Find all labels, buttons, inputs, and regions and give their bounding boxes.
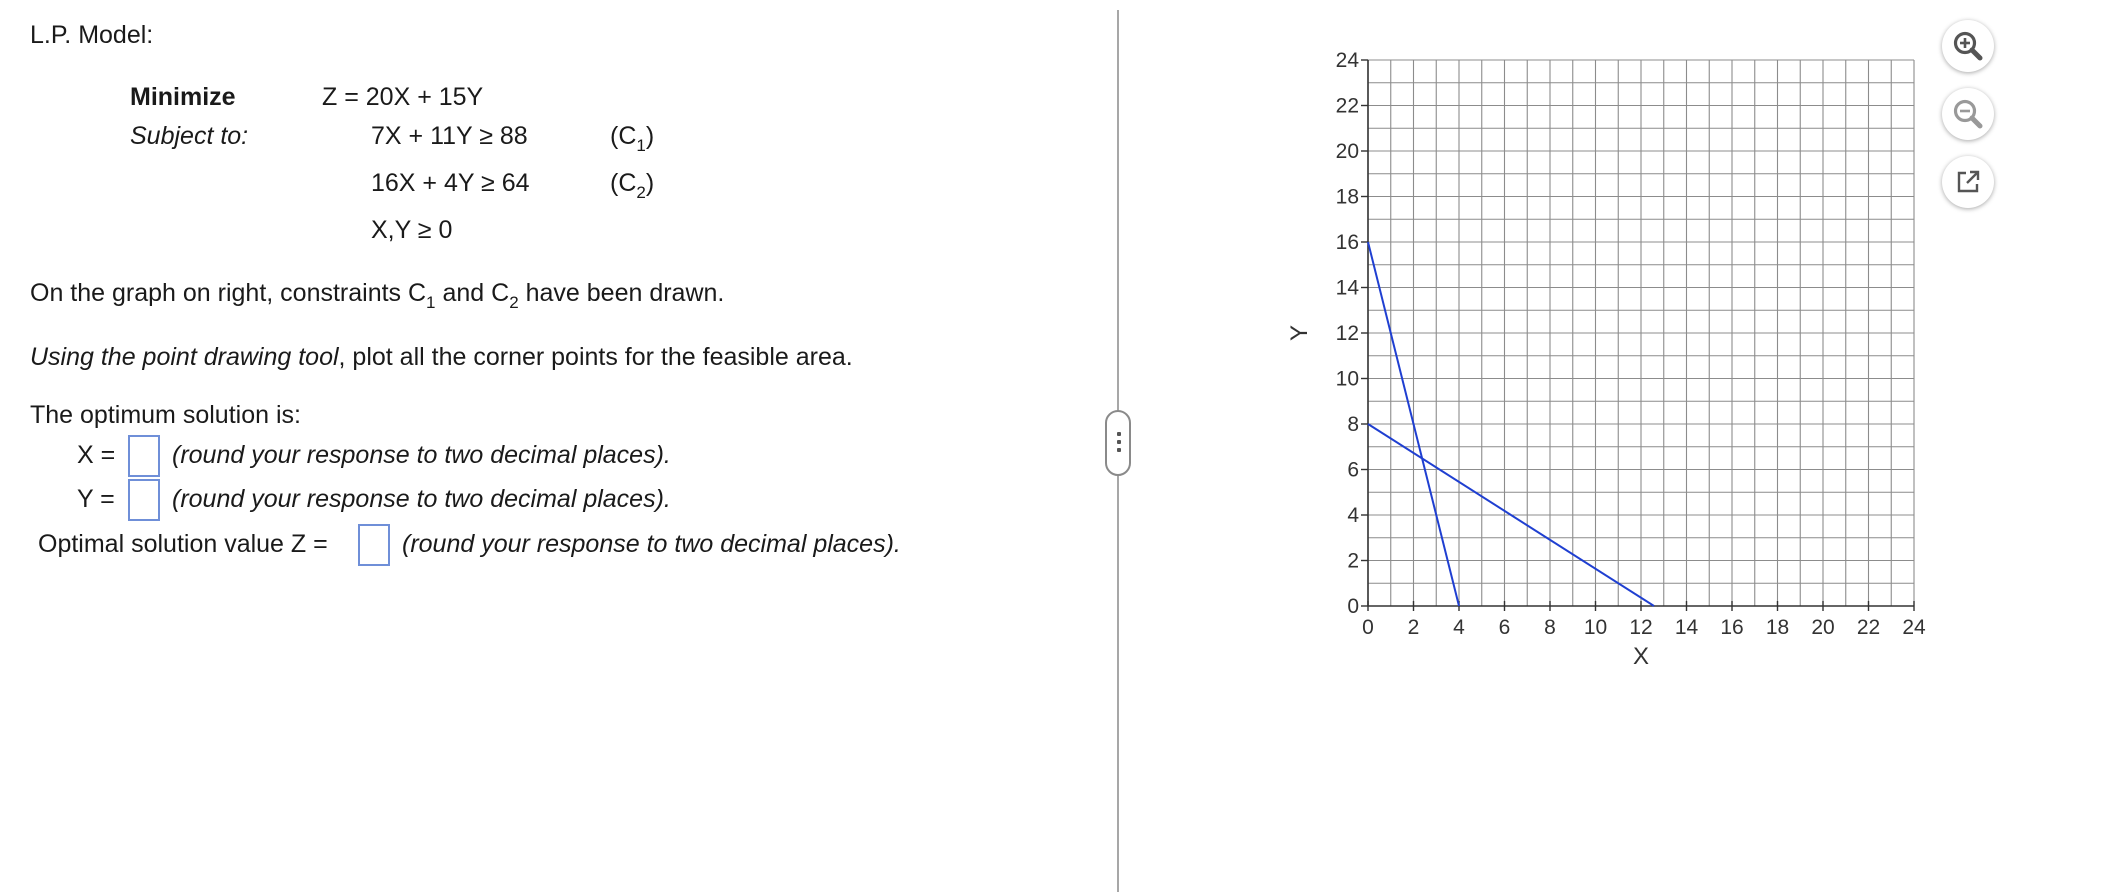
x-answer-hint: (round your response to two decimal places). [172,441,671,469]
zoom-out-button[interactable] [1942,88,1994,140]
x-tick-label: 18 [1765,616,1790,639]
x-tick-label: 12 [1629,616,1653,639]
y-answer-hint: (round your response to two decimal places). [172,485,671,513]
zoom-out-icon [1951,97,1985,131]
x-tick-label: 8 [1544,616,1556,639]
x-tick-label: 14 [1674,616,1699,639]
x-tick-label: 22 [1856,616,1881,639]
x-tick-label: 10 [1583,616,1608,639]
y-tick-label: 0 [1347,595,1359,618]
y-axis-label: Y [1286,324,1313,342]
x-answer-input[interactable] [128,435,160,477]
y-tick-label: 24 [1335,49,1359,72]
x-answer-label: X = [77,441,116,469]
z-answer-input[interactable] [358,524,390,566]
graph-pane [1122,0,2124,892]
instruction-text: On the graph on right, constraints $C_1$ and $C_2$ have been drawn. [30,279,725,312]
y-tick-label: 4 [1347,504,1359,527]
constraint-2-expression: 16X + 4Y ≥ 64 [371,169,530,197]
y-tick-label: 8 [1347,413,1359,436]
tool-instruction: Using the point drawing tool, plot all the corner points for the feasible area. [30,343,853,371]
y-tick-label: 16 [1335,231,1359,254]
y-answer-label: Y = [77,485,115,513]
x-tick-label: 16 [1720,616,1744,639]
subject-to-label: Subject to: [130,122,249,150]
x-tick-label: 20 [1811,616,1835,639]
y-tick-label: 14 [1335,276,1359,300]
constraint-1-label: $(C_1)$ [610,122,655,155]
y-tick-label: 22 [1335,94,1359,118]
y-answer-input[interactable] [128,479,160,521]
handle-dot [1117,432,1121,436]
model-title: L.P. Model: [30,21,154,49]
z-answer-label: Optimal solution value Z = [38,530,328,558]
pop-out-button[interactable] [1942,156,1994,208]
y-tick-label: 18 [1335,185,1359,209]
y-tick-label: 12 [1335,322,1359,345]
z-answer-hint: (round your response to two decimal places). [402,530,901,558]
x-tick-label: 4 [1453,616,1465,639]
x-tick-label: 6 [1498,616,1511,639]
zoom-in-icon [1951,29,1985,63]
handle-dot [1117,440,1121,444]
x-axis-label: X [1632,643,1650,670]
y-tick-label: 20 [1335,140,1359,163]
constraint-2-label: $(C_2)$ [610,169,655,202]
y-tick-label: 10 [1335,367,1359,391]
x-tick-label: 24 [1902,616,1926,639]
objective-expression: Z = 20X + 15Y [322,83,484,111]
handle-dot [1117,448,1121,452]
y-tick-label: 6 [1347,458,1359,482]
y-tick-label: 2 [1347,549,1359,573]
optimum-label: The optimum solution is: [30,401,301,429]
objective-label: Minimize [130,83,236,111]
constraint-1-expression: 7X + 11Y ≥ 88 [371,122,528,150]
x-tick-label: 0 [1362,616,1374,639]
nonnegativity-constraint: X,Y ≥ 0 [371,216,453,244]
zoom-in-button[interactable] [1942,20,1994,72]
x-tick-label: 2 [1407,616,1420,639]
external-link-icon [1953,167,1983,197]
